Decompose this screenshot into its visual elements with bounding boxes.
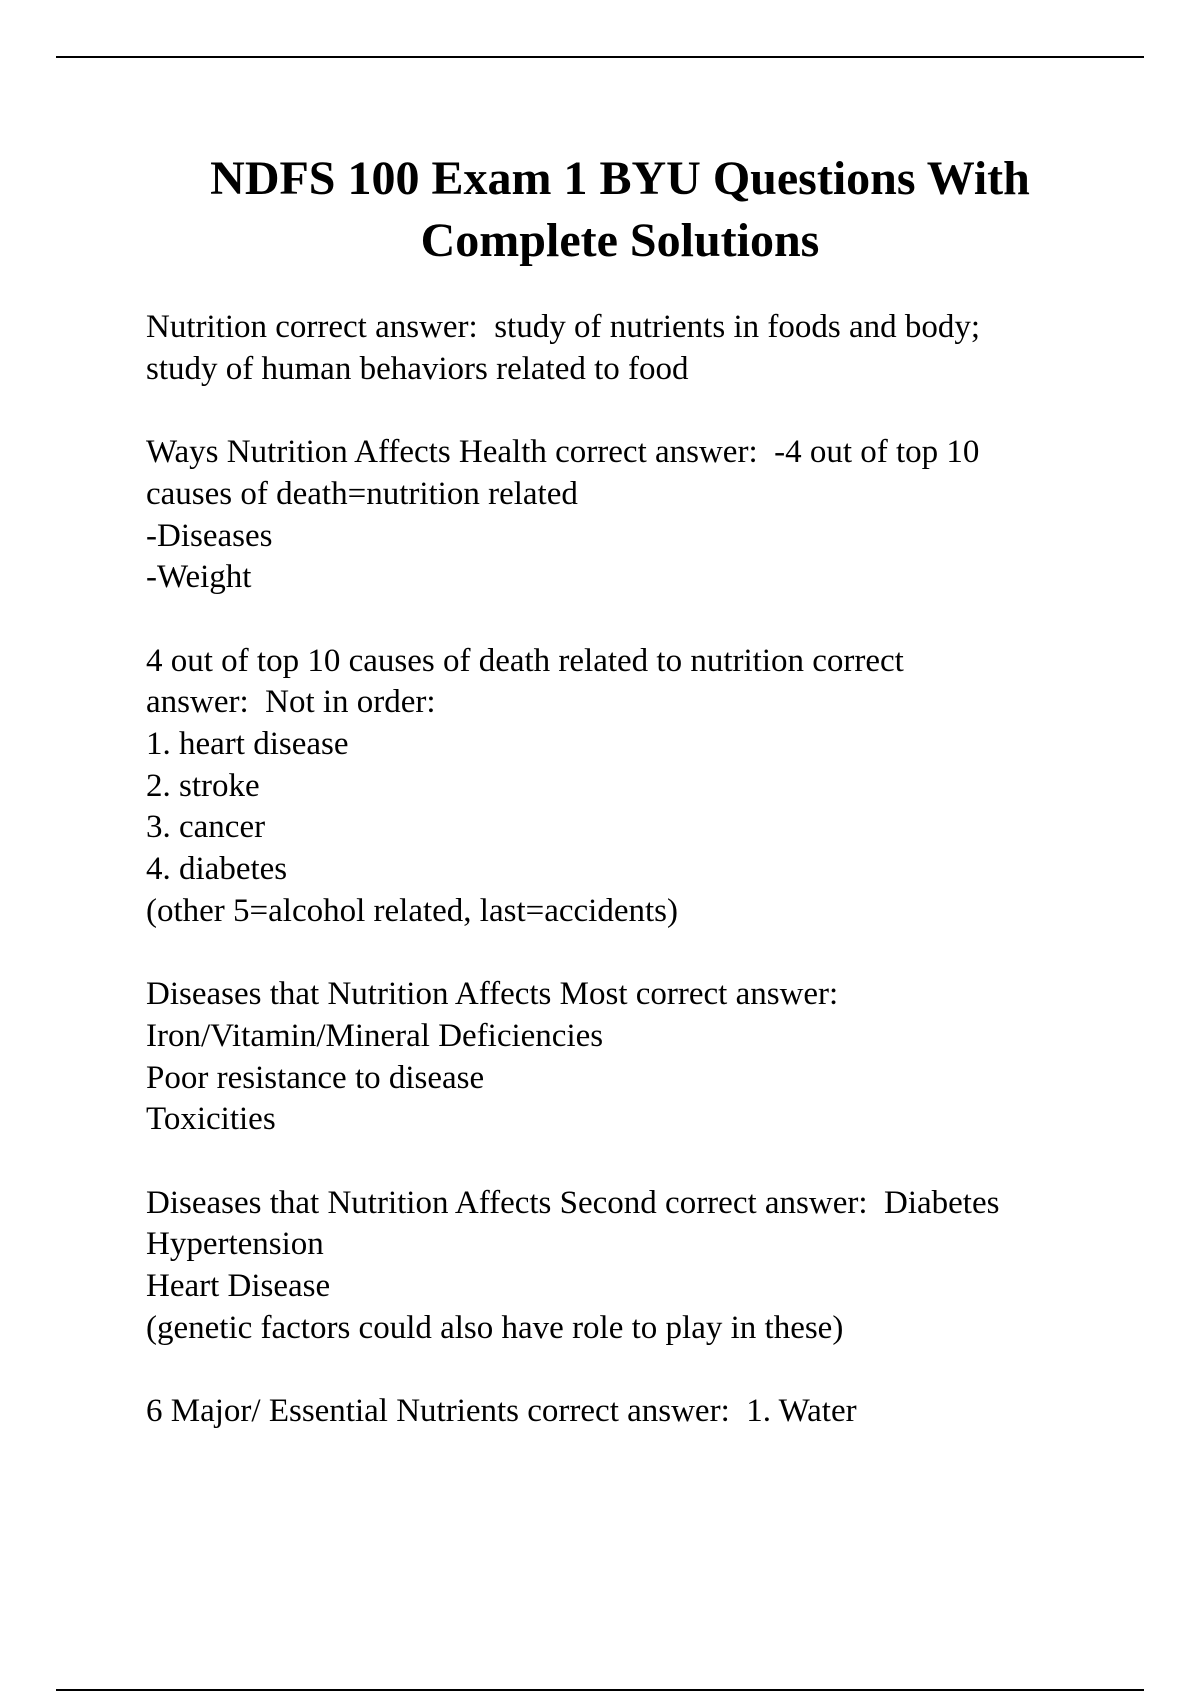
qa-entry-nutrition	[146, 307, 1156, 390]
title-line-2: Complete Solutions	[420, 214, 820, 267]
text-line: causes of death=nutrition related	[146, 475, 578, 512]
text-line: -Diseases	[146, 517, 273, 554]
text-line: 4. diabetes	[146, 851, 288, 888]
top-rule	[56, 56, 1144, 58]
text-line: Hypertension	[146, 1226, 324, 1263]
qa-entry-ways-nutrition-affects-health	[146, 432, 1156, 599]
text-line: Diseases that Nutrition Affects Second correct answer: Diabetes	[146, 1184, 1000, 1221]
text-line: (genetic factors could also have role to play in these)	[146, 1309, 844, 1346]
qa-entry-essential-nutrients	[146, 1391, 1156, 1433]
text-line: Diseases that Nutrition Affects Most correct answer:	[146, 976, 839, 1013]
text-line: 4 out of top 10 causes of death related to nutrition correct	[146, 642, 904, 679]
title-line-1: NDFS 100 Exam 1 BYU Questions With	[210, 152, 1030, 205]
qa-entry-diseases-second	[146, 1183, 1156, 1350]
bottom-rule	[56, 1689, 1144, 1691]
text-line: Iron/Vitamin/Mineral Deficiencies	[146, 1017, 604, 1054]
page-title	[80, 148, 1160, 272]
qa-content	[146, 307, 1156, 1475]
text-line: 6 Major/ Essential Nutrients correct answer: 1. Water	[146, 1393, 857, 1430]
text-line: Nutrition correct answer: study of nutrients in foods and body;	[146, 309, 981, 345]
text-line: answer: Not in order:	[146, 684, 436, 721]
text-line: study of human behaviors related to food	[146, 350, 689, 387]
qa-entry-diseases-most	[146, 974, 1156, 1141]
text-line: Heart Disease	[146, 1268, 331, 1305]
text-line: Toxicities	[146, 1101, 276, 1138]
text-line: 2. stroke	[146, 767, 260, 804]
qa-entry-top-causes-of-death	[146, 641, 1156, 933]
text-line: 3. cancer	[146, 809, 266, 846]
text-line: Ways Nutrition Affects Health correct answer: -4 out of top 10	[146, 434, 980, 471]
text-line: (other 5=alcohol related, last=accidents)	[146, 892, 678, 929]
text-line: 1. heart disease	[146, 726, 349, 762]
text-line: Poor resistance to disease	[146, 1059, 485, 1096]
text-line: -Weight	[146, 559, 252, 596]
